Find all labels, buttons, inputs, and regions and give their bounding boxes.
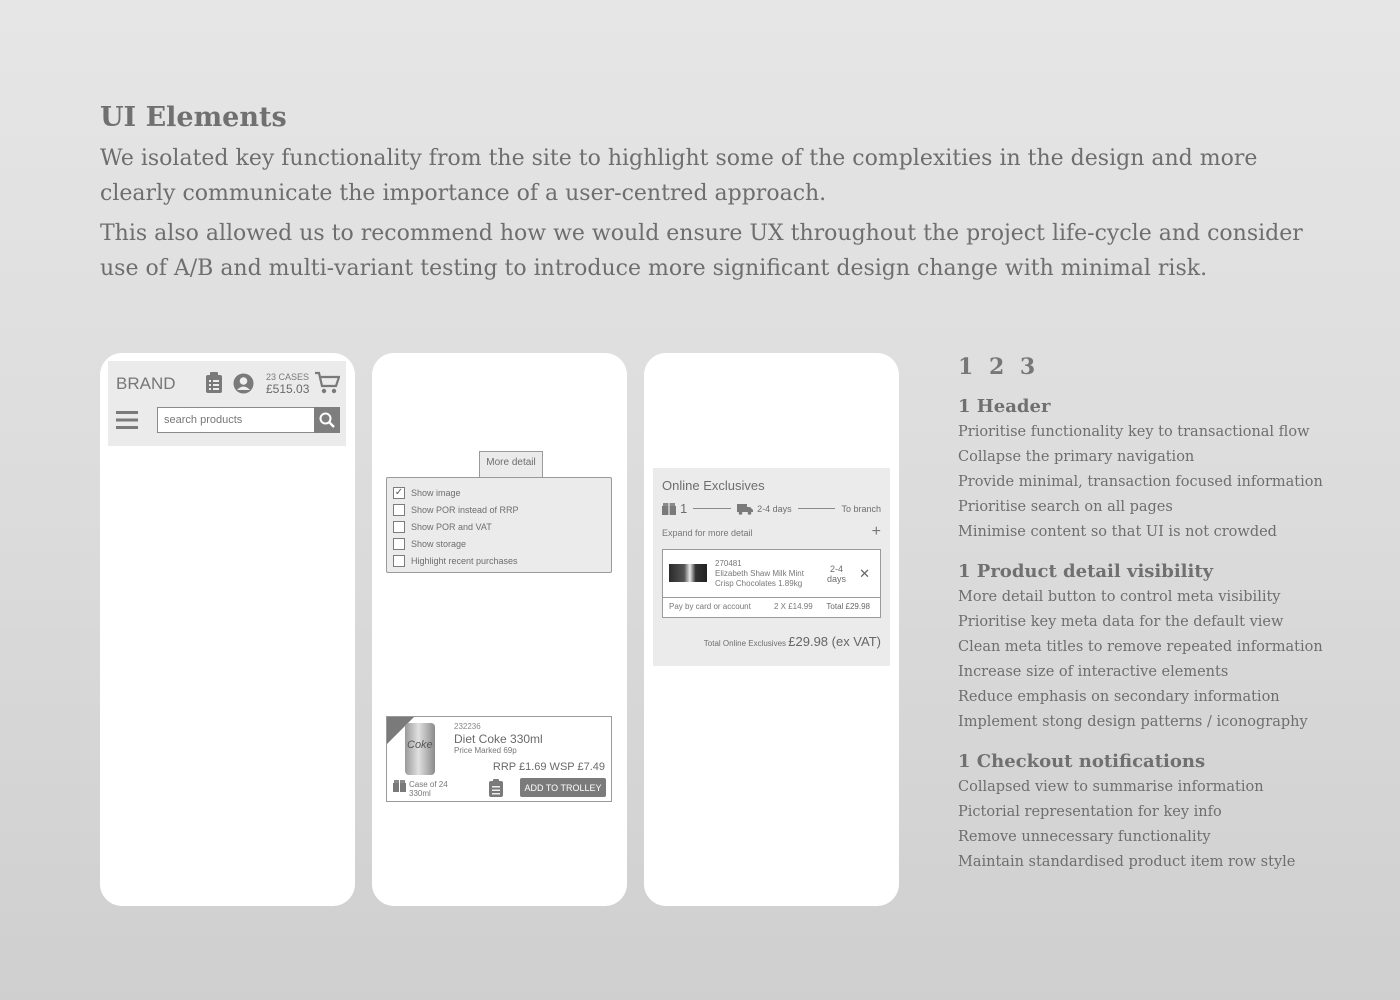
section-header bbox=[958, 394, 1323, 545]
account-icon[interactable] bbox=[233, 373, 254, 394]
truck-icon bbox=[737, 503, 753, 515]
add-to-list-icon[interactable] bbox=[489, 779, 503, 802]
notes-column bbox=[958, 354, 1323, 875]
list-item: Collapsed view to summarise information bbox=[958, 779, 1264, 795]
search-button[interactable] bbox=[314, 407, 340, 433]
page-title: UI Elements bbox=[100, 102, 287, 133]
checkbox[interactable] bbox=[393, 555, 405, 567]
product-name[interactable]: Diet Coke 330ml bbox=[454, 732, 543, 746]
cases-count: 23 CASES bbox=[266, 372, 310, 382]
panel-title: Online Exclusives bbox=[662, 478, 765, 493]
item-delivery-days: 2-4 days bbox=[827, 564, 847, 584]
item-name-1: Elizabeth Shaw Milk Mint bbox=[715, 569, 804, 578]
search-bar bbox=[157, 407, 340, 433]
product-card bbox=[386, 716, 612, 802]
more-detail-tab[interactable]: More detail bbox=[479, 451, 543, 477]
item-total: Total £29.98 bbox=[826, 602, 870, 611]
header-mockup bbox=[100, 353, 355, 906]
list-item: Implement stong design patterns / iconography bbox=[958, 714, 1308, 730]
search-icon bbox=[319, 412, 335, 428]
list-item: Maintain standardised product item row style bbox=[958, 854, 1296, 870]
option-show-por-vat[interactable]: Show POR and VAT bbox=[393, 518, 611, 535]
section-product-detail bbox=[958, 559, 1323, 735]
list-item: Pictorial representation for key info bbox=[958, 804, 1222, 820]
checkbox-checked[interactable]: ✓ bbox=[394, 487, 404, 498]
cart-summary[interactable] bbox=[266, 371, 309, 395]
item-quantity: 2 X £14.99 bbox=[774, 602, 813, 611]
section-numbers: 1 2 3 bbox=[958, 354, 1036, 380]
payment-method: Pay by card or account bbox=[669, 602, 751, 611]
intro-paragraph-1: We isolated key functionality from the site to highlight some of the complexities in the design and more clearly communicate the importance of a user-centred approach. bbox=[100, 146, 1258, 206]
list-item: Prioritise functionality key to transactional flow bbox=[958, 424, 1310, 440]
case-size: Case of 24 330ml bbox=[393, 780, 448, 798]
checkbox[interactable] bbox=[393, 538, 405, 550]
item-name-2: Crisp Chocolates 1.89kg bbox=[715, 579, 803, 588]
option-show-por[interactable]: Show POR instead of RRP bbox=[393, 501, 611, 518]
price-marked: Price Marked 69p bbox=[454, 746, 517, 755]
expand-link[interactable]: Expand for more detail bbox=[662, 528, 753, 538]
checkbox[interactable] bbox=[393, 504, 405, 516]
section-title: 1 Product detail visibility bbox=[958, 561, 1214, 582]
list-item: Prioritise search on all pages bbox=[958, 499, 1173, 515]
product-image[interactable]: Coke bbox=[405, 723, 435, 775]
checkout-mockup bbox=[644, 353, 899, 906]
product-code: 232236 bbox=[454, 722, 481, 731]
box-icon bbox=[393, 780, 406, 792]
close-icon[interactable]: ✕ bbox=[859, 566, 870, 581]
site-header bbox=[108, 361, 346, 446]
list-item: Provide minimal, transaction focused information bbox=[958, 474, 1323, 490]
list-item: Minimise content so that UI is not crowded bbox=[958, 524, 1277, 540]
grand-total-label: Total Online Exclusives bbox=[703, 639, 787, 648]
checkout-item-row bbox=[662, 549, 881, 618]
plus-icon[interactable]: + bbox=[871, 523, 881, 540]
detail-options-panel bbox=[386, 477, 612, 573]
search-input[interactable] bbox=[158, 408, 313, 432]
intro bbox=[100, 100, 1310, 286]
product-detail-mockup bbox=[372, 353, 627, 906]
cart-total: £515.03 bbox=[266, 382, 310, 396]
list-item: Prioritise key meta data for the default view bbox=[958, 614, 1284, 630]
checkbox[interactable] bbox=[393, 521, 405, 533]
online-exclusives-panel bbox=[653, 468, 890, 666]
option-highlight-recent[interactable]: Highlight recent purchases bbox=[393, 552, 611, 569]
list-item: Collapse the primary navigation bbox=[958, 449, 1195, 465]
grand-total-value: £29.98 (ex VAT) bbox=[788, 634, 881, 649]
delivery-time: 2-4 days bbox=[757, 503, 792, 514]
delivery-destination: To branch bbox=[841, 503, 882, 514]
item-count: 1 bbox=[680, 501, 688, 516]
product-prices: RRP £1.69 WSP £7.49 bbox=[492, 761, 605, 773]
clipboard-icon[interactable] bbox=[205, 372, 223, 394]
section-title: 1 Header bbox=[958, 396, 1051, 417]
brand-logo[interactable]: BRAND bbox=[116, 374, 176, 393]
list-item: Remove unnecessary functionality bbox=[958, 829, 1211, 845]
list-item: Clean meta titles to remove repeated information bbox=[958, 639, 1323, 655]
cart-icon[interactable] bbox=[314, 371, 340, 395]
list-item: Increase size of interactive elements bbox=[958, 664, 1229, 680]
section-checkout bbox=[958, 749, 1318, 875]
section-title: 1 Checkout notifications bbox=[958, 751, 1206, 772]
list-item: More detail button to control meta visibility bbox=[958, 589, 1281, 605]
item-code: 270481 bbox=[715, 559, 742, 568]
intro-paragraph-2: This also allowed us to recommend how we would ensure UX throughout the project life-cycle and consider use of A/B and multi-variant testing to introduce more significant design change with minimal risk. bbox=[100, 221, 1303, 281]
delivery-steps bbox=[662, 501, 881, 516]
option-show-storage[interactable]: Show storage bbox=[393, 535, 611, 552]
add-to-trolley-button[interactable]: ADD TO TROLLEY bbox=[520, 778, 606, 797]
box-icon bbox=[662, 503, 676, 515]
grand-total bbox=[704, 634, 881, 649]
menu-icon[interactable] bbox=[116, 411, 138, 429]
option-show-image[interactable]: ✓ Show image bbox=[394, 487, 461, 498]
list-item: Reduce emphasis on secondary information bbox=[958, 689, 1280, 705]
product-thumbnail[interactable] bbox=[669, 564, 707, 582]
